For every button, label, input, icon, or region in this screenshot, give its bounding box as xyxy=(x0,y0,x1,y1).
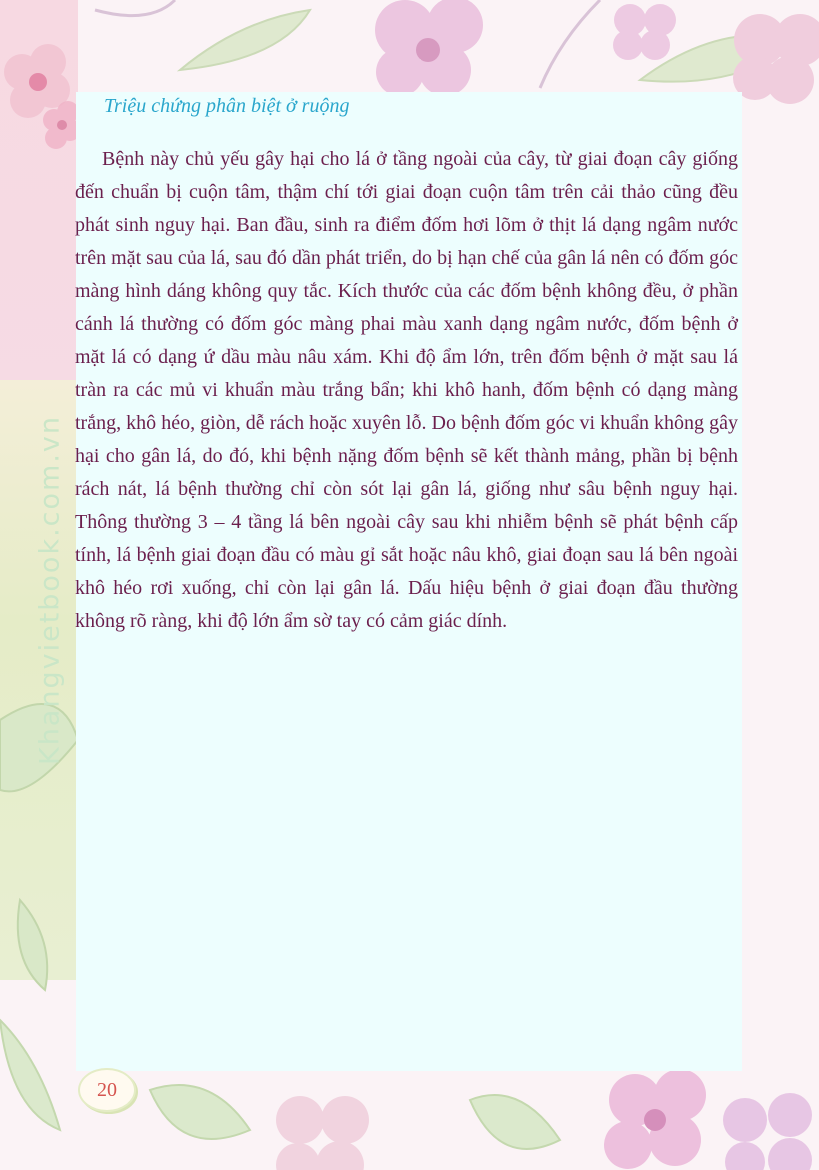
site-watermark: Khangvietbook.com.vn xyxy=(34,414,66,766)
body-paragraph: Bệnh này chủ yếu gây hại cho lá ở tầng ngoài của cây, từ giai đoạn cây giống đến chuẩn bị cuộn tâm, thậm chí tới giai đoạn cuộn tâm trên cải thảo cũng đều phát sinh nguy hại. Ban đầu, sinh ra điểm đốm hơi lõm ở thịt lá dạng ngâm nước trên mặt sau của lá, sau đó dần phát triển, do bị hạn chế của gân lá nên có đốm góc màng hình dáng không quy tắc. Kích thước của các đốm bệnh không đều, ở phần cánh lá thường có đốm góc màng phai màu xanh dạng ngâm nước, đốm bệnh ở mặt lá có dạng ứ dầu màu nâu xám. Khi độ ẩm lớn, trên đốm bệnh ở mặt sau lá tràn ra các mủ vi khuẩn màu trắng bẩn; khi khô hanh, đốm bệnh có dạng màng trắng, khô héo, giòn, dễ rách hoặc xuyên lỗ. Do bệnh đốm góc vi khuẩn không gây hại cho gân lá, do đó, khi bệnh nặng đốm bệnh sẽ kết thành mảng, phần bị bệnh rách nát, lá bệnh thường chỉ còn sót lại gân lá, giống như sâu bệnh nguy hại. Thông thường 3 – 4 tầng lá bên ngoài cây sau khi nhiễm bệnh sẽ phát bệnh cấp tính, lá bệnh giai đoạn đầu có màu gỉ sắt hoặc nâu khô, giai đoạn sau lá bên ngoài khô héo rơi xuống, chỉ còn lại gân lá. Dấu hiệu bệnh ở giai đoạn đầu thường không rõ ràng, khi độ lớn ẩm sờ tay có cảm giác dính. xyxy=(75,148,738,632)
flower-icon xyxy=(613,4,676,60)
flower-icon xyxy=(375,0,483,96)
page-number: 20 xyxy=(97,1078,117,1101)
leaf-icon xyxy=(180,10,800,82)
flower-icon xyxy=(733,14,819,104)
flower-icon xyxy=(604,1069,706,1169)
flower-icon xyxy=(276,1096,369,1170)
section-heading: Triệu chứng phân biệt ở ruộng xyxy=(104,95,350,117)
page-number-badge xyxy=(78,1068,136,1112)
flower-icon xyxy=(723,1093,812,1170)
branch-icon xyxy=(95,0,600,88)
